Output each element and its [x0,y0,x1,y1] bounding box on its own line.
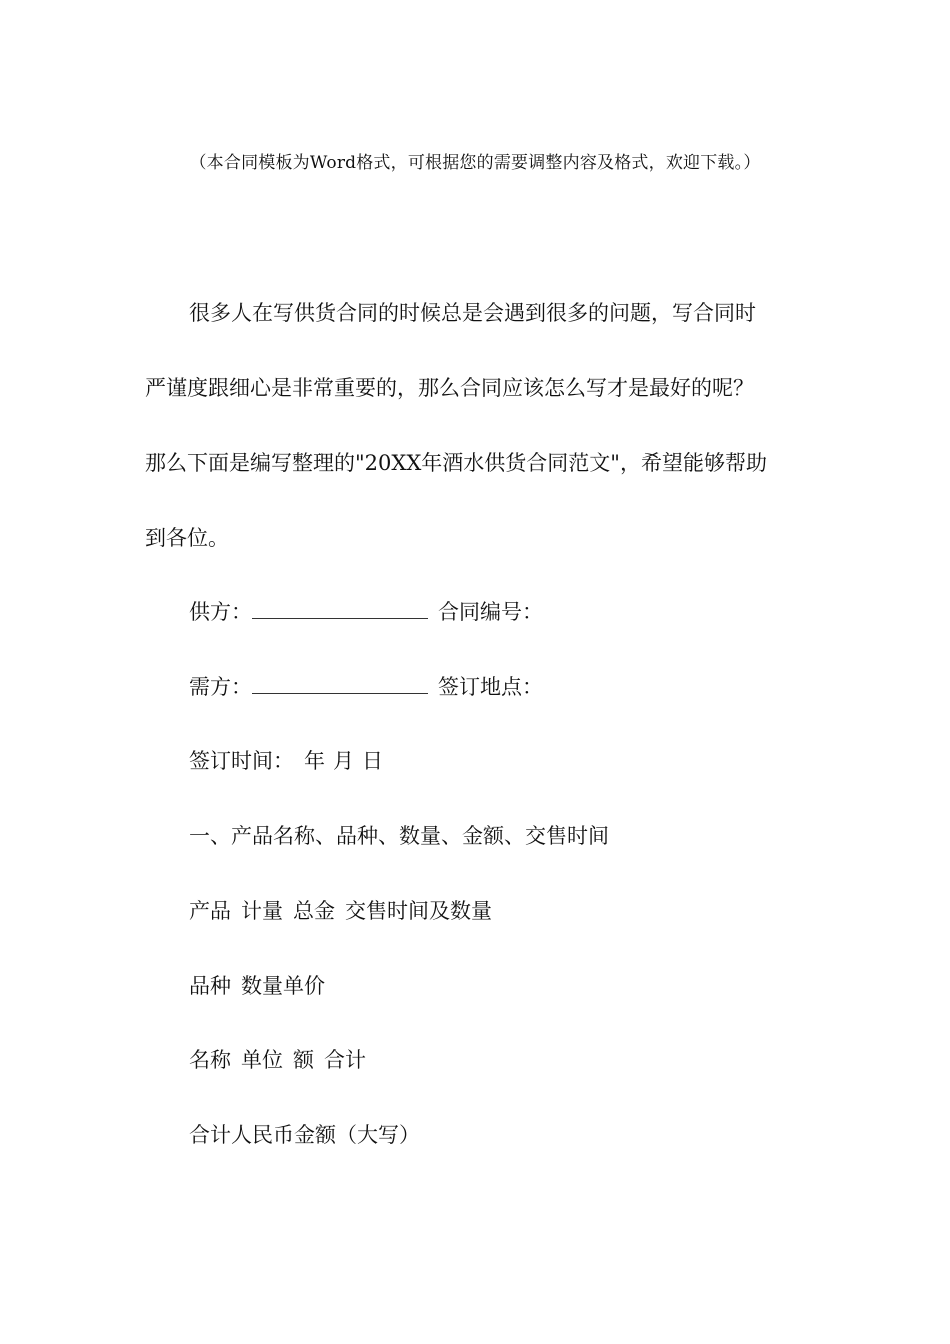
sign-time-label: 签订时间： [189,749,294,773]
supplier-row [189,598,543,626]
table-cell: 产品 [189,899,231,923]
table-cell: 品种 [189,974,231,998]
table-row-1 [189,897,492,925]
total-amount-line: 合计人民币金额（大写） [189,1123,420,1147]
table-cell: 交售时间及数量 [345,899,492,923]
table-cell: 总金 [293,899,335,923]
buyer-blank[interactable] [252,675,428,694]
table-cell: 名称 [189,1048,231,1072]
contract-no-label: 合同编号： [438,600,543,624]
template-note: （本合同模板为Word格式，可根据您的需要调整内容及格式，欢迎下载。） [189,153,761,173]
table-cell: 数量单价 [241,974,325,998]
sign-time-row [189,747,383,775]
table-cell: 单位 [241,1048,283,1072]
section1-heading: 一、产品名称、品种、数量、金额、交售时间 [189,824,609,848]
sign-place-label: 签订地点： [438,675,543,699]
table-cell: 额 [293,1048,314,1072]
day-label: 日 [362,749,383,773]
intro-line-1: 很多人在写供货合同的时候总是会遇到很多的问题，写合同时 [189,301,756,325]
intro-line-3: 那么下面是编写整理的"20XX年酒水供货合同范文"，希望能够帮助 [145,451,767,475]
table-row-2 [189,972,325,1000]
supplier-label: 供方： [189,600,252,624]
intro-line-4: 到各位。 [145,526,229,550]
month-label: 月 [333,749,354,773]
table-cell: 计量 [241,899,283,923]
intro-line-2: 严谨度跟细心是非常重要的，那么合同应该怎么写才是最好的呢？ [145,376,754,400]
buyer-row [189,673,543,701]
table-cell: 合计 [324,1048,366,1072]
table-row-3 [189,1046,366,1074]
buyer-label: 需方： [189,675,252,699]
year-label: 年 [304,749,325,773]
supplier-blank[interactable] [252,600,428,619]
